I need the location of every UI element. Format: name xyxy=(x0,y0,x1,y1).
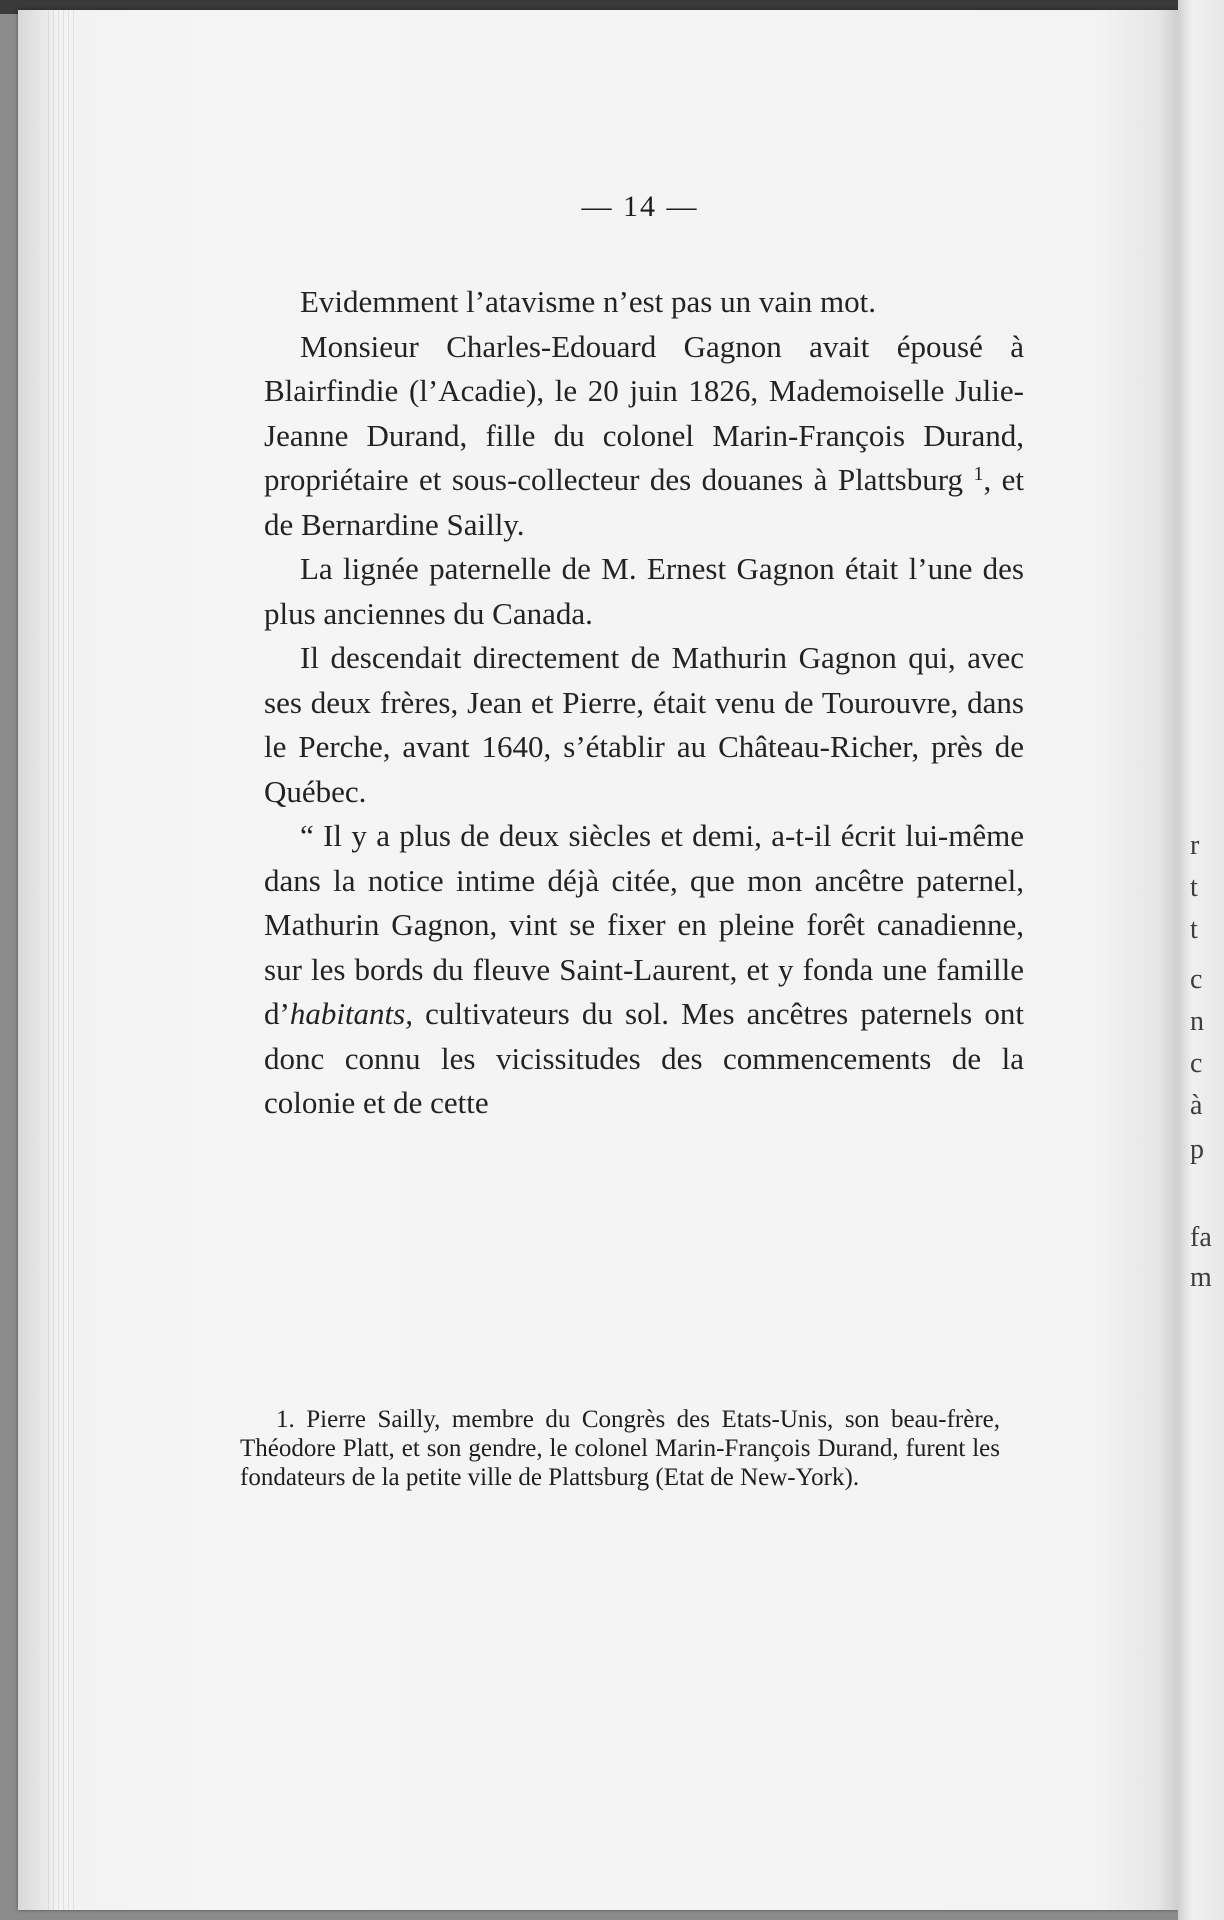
main-text xyxy=(264,280,1024,1126)
page-binding-edge xyxy=(48,10,78,1910)
footnote-reference: 1 xyxy=(973,463,984,485)
adjacent-page-edge xyxy=(1178,0,1224,1920)
footnote-text: 1. Pierre Sailly, membre du Congrès des Etats-Unis, son beau-frère, Théodore Platt, et son gendre, le colonel Marin-François Durand, furent les fondateurs de la petite ville de Plattsburg (Etat de New-York). xyxy=(240,1406,1000,1491)
paragraph-text: , et de Bernardine Sailly. xyxy=(264,462,1025,542)
paragraph xyxy=(264,636,1024,814)
edge-letter: c xyxy=(1190,1048,1203,1079)
paragraph xyxy=(264,547,1024,636)
page-number: — 14 — xyxy=(581,190,699,223)
edge-letter: r xyxy=(1190,830,1200,861)
edge-letter: fa xyxy=(1190,1222,1212,1253)
paragraph-text: Evidemment l’atavisme n’est pas un vain mot. xyxy=(300,284,876,319)
edge-letter: n xyxy=(1190,1006,1204,1037)
paragraph-text: “ Il y a plus de deux siècles et demi, a-t-il écrit lui-même dans la notice intime déjà citée, que mon ancêtre paternel, Mathurin Gagnon, vint se fixer en pleine forêt canadienne, sur les bords du fleuve Saint-Laurent, et y fonda une famille d’ xyxy=(264,818,1024,1031)
paragraph xyxy=(264,325,1024,548)
paragraph xyxy=(264,280,1024,325)
edge-letter: p xyxy=(1190,1134,1204,1165)
italic-word: habitants, xyxy=(289,996,413,1031)
edge-letter: à xyxy=(1190,1090,1203,1121)
edge-letter: c xyxy=(1190,964,1203,995)
edge-letter: t xyxy=(1190,872,1198,903)
footnote xyxy=(240,1405,1000,1492)
paragraph-text: Monsieur Charles-Edouard Gagnon avait épousé à Blairfindie (l’Acadie), le 20 juin 1826, Mademoiselle Julie-Jeanne Durand, fille du colonel Marin-François Durand, propriétaire et sous-collecteur des douanes à Plattsburg xyxy=(264,328,1024,497)
paragraph-text: Il descendait directement de Mathurin Gagnon qui, avec ses deux frères, Jean et Pierre, était venu de Tourouvre, dans le Perche, avant 1640, s’établir au Château-Richer, près de Québec. xyxy=(264,640,1024,809)
edge-letter: t xyxy=(1190,914,1198,945)
paragraph xyxy=(264,814,1024,1126)
edge-letter: m xyxy=(1190,1262,1212,1293)
paragraph-text: cultivateurs du sol. Mes ancêtres paternels ont donc connu les vicissitudes des commencements de la colonie et de cette xyxy=(264,996,1024,1120)
paragraph-text: La lignée paternelle de M. Ernest Gagnon était l’une des plus anciennes du Canada. xyxy=(264,551,1024,631)
